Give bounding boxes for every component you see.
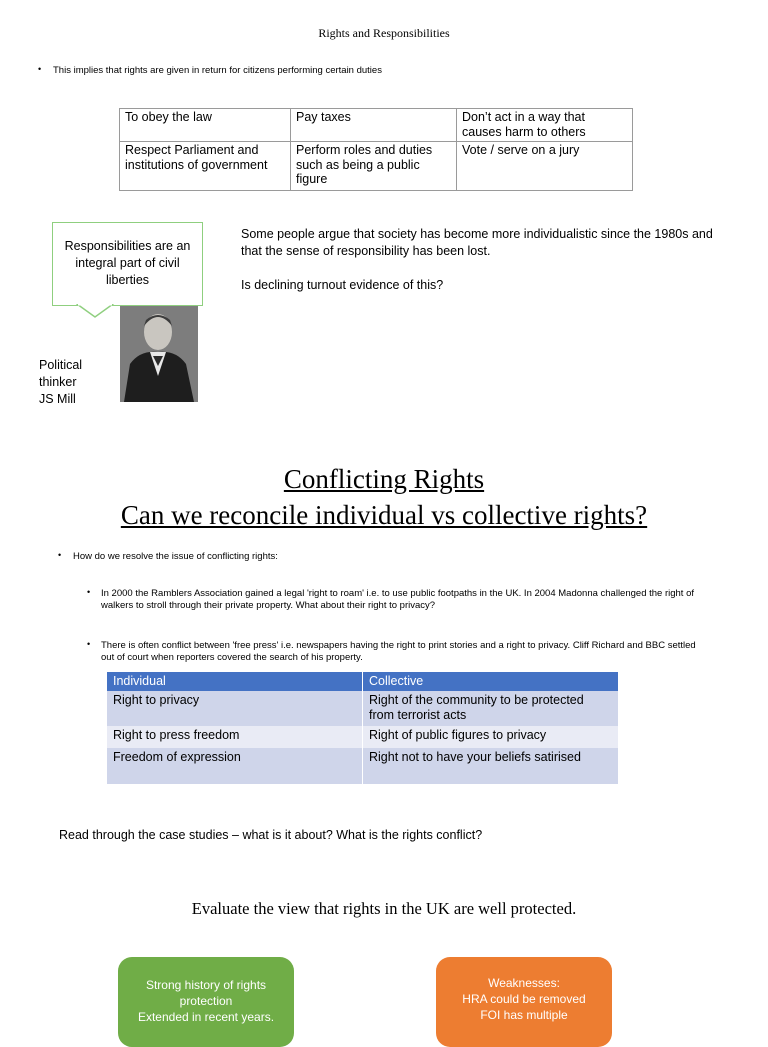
bullet-dot: • bbox=[38, 64, 42, 74]
table-cell: Right of the community to be protected from terrorist acts bbox=[363, 691, 619, 726]
table-cell: To obey the law bbox=[120, 109, 291, 142]
table-row bbox=[107, 726, 619, 748]
column-header: Collective bbox=[363, 672, 619, 691]
table-cell: Vote / serve on a jury bbox=[457, 142, 633, 191]
table-row bbox=[120, 142, 633, 191]
card-line: FOI has multiple bbox=[480, 1008, 568, 1022]
table-row bbox=[107, 691, 619, 726]
intro-bullet-text: This implies that rights are given in return for citizens performing certain duties bbox=[53, 65, 382, 76]
bullet-dot: • bbox=[58, 550, 62, 560]
table-cell: Don’t act in a way that causes harm to others bbox=[457, 109, 633, 142]
table-cell: Right of public figures to privacy bbox=[363, 726, 619, 748]
table-cell: Respect Parliament and institutions of government bbox=[120, 142, 291, 191]
heading-reconcile: Can we reconcile individual vs collective rights? bbox=[120, 500, 648, 530]
table-header-row bbox=[107, 672, 619, 691]
table-row bbox=[107, 748, 619, 784]
column-header: Individual bbox=[107, 672, 363, 691]
resolve-bullet-text: How do we resolve the issue of conflicting rights: bbox=[73, 551, 278, 562]
portrait-photo bbox=[120, 306, 198, 402]
table-cell: Right to privacy bbox=[107, 691, 363, 726]
card-line: protection bbox=[179, 994, 233, 1008]
table-cell: Right not to have your beliefs satirised bbox=[363, 748, 619, 784]
ramblers-bullet-text: In 2000 the Ramblers Association gained a legal 'right to roam' i.e. to use public footpaths in the UK. In 2004 Madonna challenged the right of walkers to stroll through their private property. What about their right to privacy? bbox=[101, 588, 695, 611]
table-cell: Right to press freedom bbox=[107, 726, 363, 748]
callout-text: Responsibilities are an integral part of civil liberties bbox=[64, 239, 191, 287]
conflict-table bbox=[107, 672, 619, 784]
bullet-dot: • bbox=[87, 639, 91, 649]
duties-table bbox=[119, 108, 633, 191]
table-cell: Pay taxes bbox=[291, 109, 457, 142]
callout-tail bbox=[76, 304, 126, 320]
card-line: HRA could be removed bbox=[462, 992, 586, 1006]
card-line: Strong history of rights bbox=[145, 978, 267, 992]
evaluate-heading: Evaluate the view that rights in the UK are well protected. bbox=[191, 899, 577, 918]
table-cell: Freedom of expression bbox=[107, 748, 363, 784]
argument-text: Some people argue that society has become more individualistic since the 1980s and that the sense of responsibility has been lost. bbox=[241, 227, 713, 258]
page-title: Rights and Responsibilities bbox=[318, 26, 450, 40]
table-row bbox=[120, 109, 633, 142]
press-bullet-text: There is often conflict between 'free press' i.e. newspapers having the right to print stories and a right to privacy. Cliff Richard and BBC settled out of court when reporters covered the search of his property. bbox=[101, 640, 696, 663]
weaknesses-card bbox=[436, 957, 612, 1047]
caption-line: JS Mill bbox=[39, 392, 76, 406]
caption-line: thinker bbox=[39, 375, 77, 389]
js-mill-portrait-icon bbox=[120, 306, 198, 402]
card-line: Weaknesses: bbox=[488, 976, 560, 990]
callout-bubble bbox=[52, 222, 203, 306]
caption-line: Political bbox=[39, 358, 83, 372]
bullet-dot: • bbox=[87, 587, 91, 597]
table-cell: Perform roles and duties such as being a public figure bbox=[291, 142, 457, 191]
card-line: Extended in recent years. bbox=[137, 1010, 275, 1024]
case-studies-text: Read through the case studies – what is it about? What is the rights conflict? bbox=[59, 828, 483, 842]
heading-conflicting-rights: Conflicting Rights bbox=[283, 464, 485, 494]
question-text: Is declining turnout evidence of this? bbox=[241, 278, 444, 292]
portrait-caption bbox=[39, 357, 82, 408]
strengths-card bbox=[118, 957, 294, 1047]
